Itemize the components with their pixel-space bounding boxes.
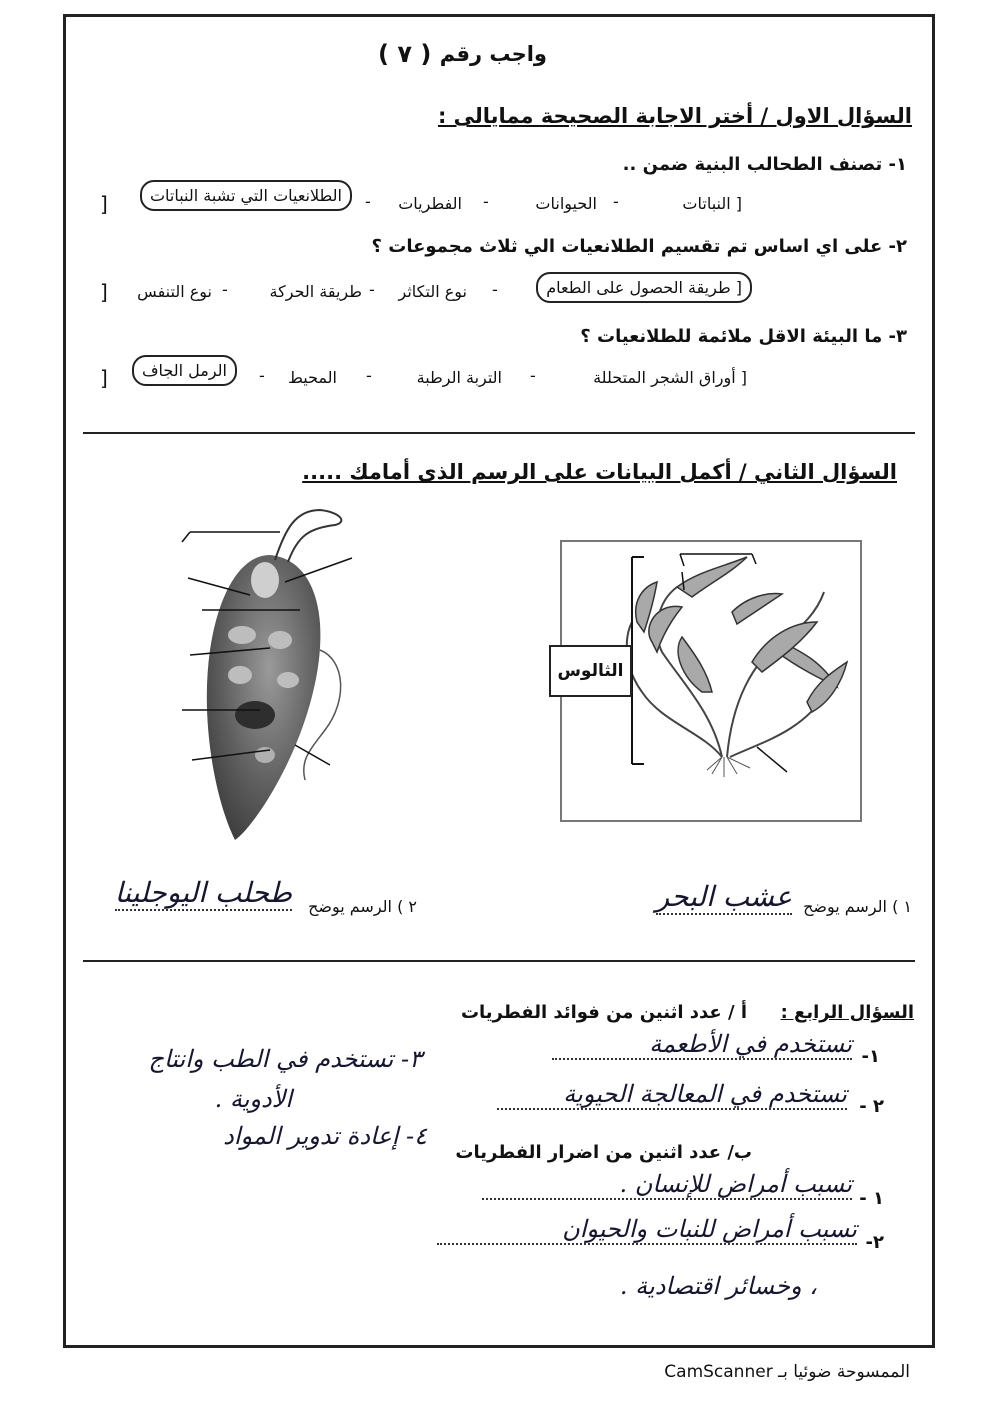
divider-2 (83, 960, 915, 962)
divider-1 (83, 432, 915, 434)
harm-1-number: ١ - (859, 1188, 884, 1209)
q3-option-1: [ أوراق الشجر المتحللة (593, 368, 747, 387)
harm-1-answer: تسبب أمراض للإنسان . (482, 1170, 852, 1200)
benefit-2-answer: تستخدم في المعالجة الحيوية (497, 1080, 847, 1110)
question-2: ٢- على اي اساس تم تقسيم الطلانعيات الي ثلاث مجموعات ؟ (371, 236, 907, 257)
thallus-label: الثالوس (549, 645, 632, 697)
q2-selected-answer: [ طريقة الحصول على الطعام (536, 272, 752, 303)
q1-option-2: الحيوانات (535, 194, 597, 213)
q2-option-3: طريقة الحركة (269, 282, 362, 301)
caption-2-answer: طحلب اليوجلينا (114, 876, 292, 909)
benefit-1-answer: تستخدم في الأطعمة (552, 1030, 852, 1060)
camscanner-watermark: الممسوحة ضوئيا بـ CamScanner (664, 1362, 910, 1382)
q3-selected-answer: الرمل الجاف (132, 355, 237, 386)
section2-title: السؤال الثاني / أكمل البيانات على الرسم الذى أمامك ..... (302, 460, 897, 484)
benefit-1-number: ١- (861, 1046, 880, 1067)
euglena-drawing (170, 500, 370, 850)
page-title: واجب رقم (439, 42, 547, 66)
benefit-3-line-2: الأدوية . (214, 1085, 292, 1113)
question-1: ١- تصنف الطحالب البنية ضمن .. (622, 154, 907, 175)
caption-1-prefix: ١ ) الرسم يوضح (803, 897, 912, 916)
harm-2-continued: ، وخسائر اقتصادية . (619, 1272, 817, 1300)
q1-option-3: الفطريات (398, 194, 462, 213)
q2-option-4: نوع التنفس (137, 282, 212, 301)
homework-number: ( ٧ ) (378, 40, 432, 68)
benefit-2-number: ٢ - (859, 1096, 884, 1117)
harm-2-answer: تسبب أمراض للنبات والحيوان (437, 1215, 857, 1245)
caption-1-answer: عشب البحر (655, 880, 792, 913)
benefit-4: ٤- إعادة تدوير المواد (223, 1122, 427, 1150)
benefit-3-line-1: ٣- تستخدم في الطب وانتاج (148, 1045, 422, 1073)
section4-title: السؤال الرابع : (780, 1002, 914, 1023)
q3-option-2: التربة الرطبة (416, 368, 502, 387)
part-a-question: أ / عدد اثنين من فوائد الفطريات (460, 1002, 747, 1023)
caption-2-prefix: ٢ ) الرسم يوضح (308, 897, 417, 916)
q2-option-2: نوع التكاثر (398, 282, 467, 301)
q3-bracket: ] (100, 366, 108, 390)
q1-bracket: ] (100, 192, 108, 216)
harm-2-number: ٢- (865, 1232, 884, 1253)
q1-selected-answer: الطلانعيات التي تشبة النباتات (140, 180, 352, 211)
q1-option-1: [ النباتات (682, 194, 742, 213)
part-b-question: ب/ عدد اثنين من اضرار الفطريات (455, 1142, 752, 1163)
section1-title: السؤال الاول / أختر الاجابة الصحيحة ممايالى : (437, 104, 912, 128)
question-3: ٣- ما البيئة الاقل ملائمة للطلانعيات ؟ (580, 326, 907, 347)
q3-option-3: المحيط (288, 368, 337, 387)
q2-bracket: ] (100, 280, 108, 304)
